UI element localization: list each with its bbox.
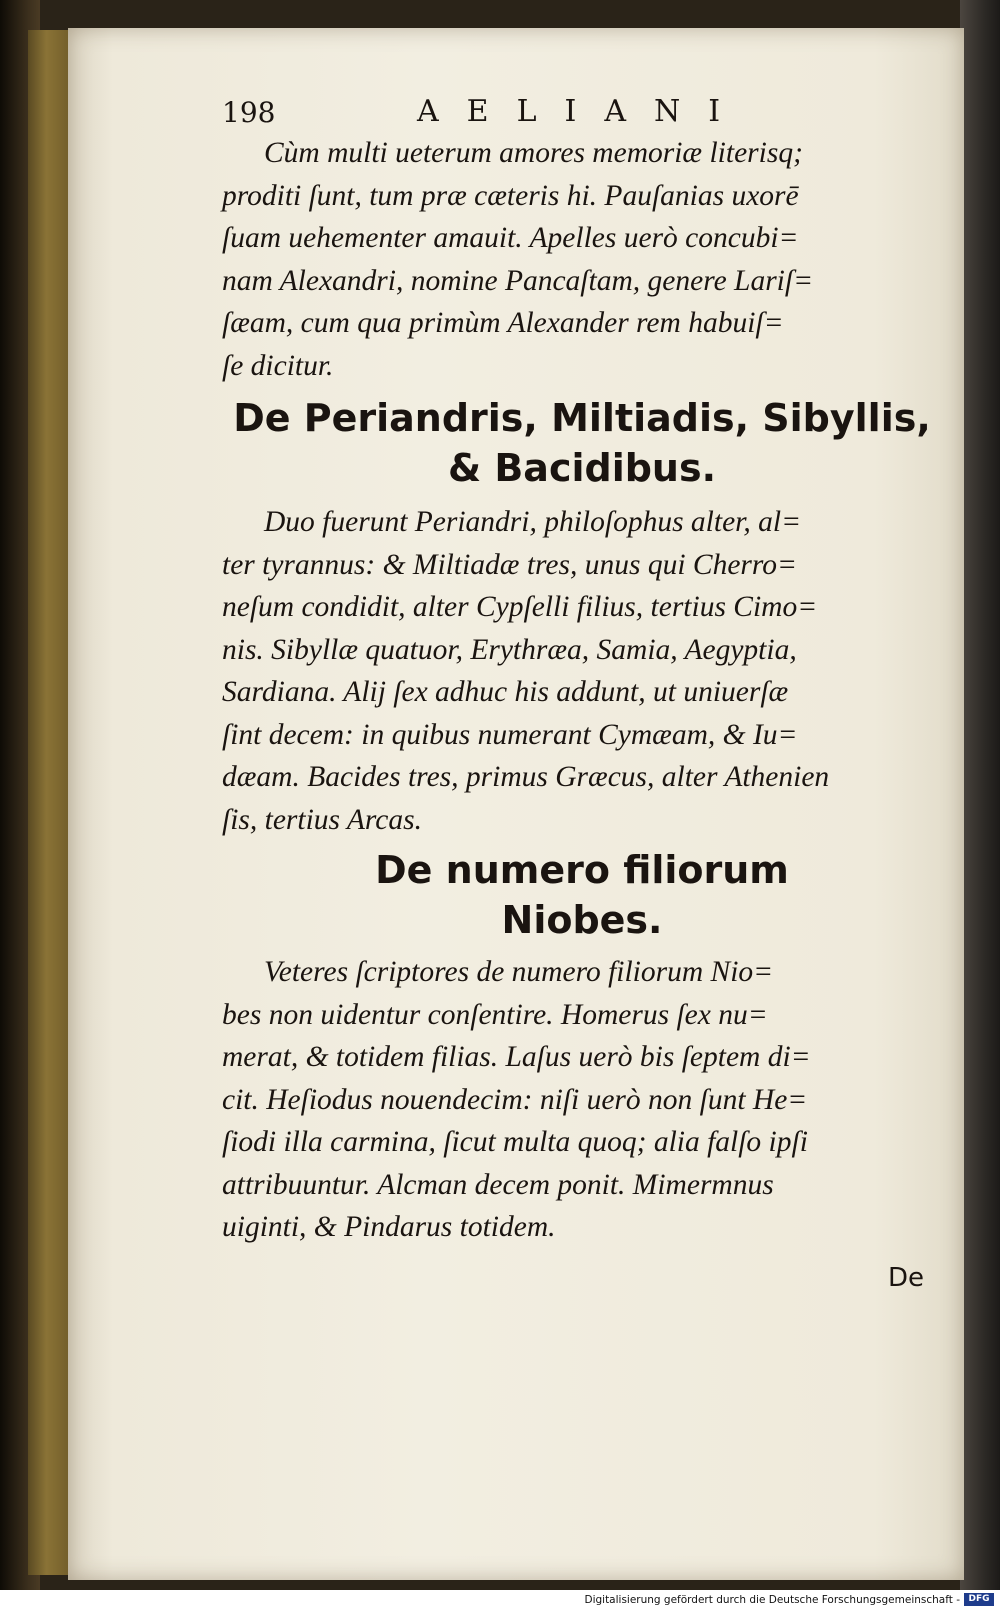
text-line: ter tyrannus: & Miltiadæ tres, unus qui Cherro= <box>222 548 797 581</box>
page-number: 198 <box>222 96 276 129</box>
page-text-block <box>222 82 942 1293</box>
text-line: ſe dicitur. <box>222 349 334 382</box>
text-line: Duo fuerunt Periandri, philoſophus alter, al= <box>264 506 801 538</box>
footer-bar <box>0 1590 1000 1611</box>
heading-line: Niobes. <box>501 898 663 942</box>
paragraph-amores <box>222 132 942 387</box>
heading-line: De Periandris, Miltiadis, Sibyllis, <box>233 396 931 440</box>
text-line: ſæam, cum qua primùm Alexander rem habuiſ= <box>222 307 784 339</box>
running-head-title: AELIANI <box>417 94 749 129</box>
catchword: De <box>887 1262 924 1293</box>
text-line: neſum condidit, alter Cypſelli filius, tertius Cimo= <box>222 591 818 623</box>
text-line: proditi ſunt, tum præ cæteris hi. Pauſanias uxorē <box>222 179 799 212</box>
text-line: Veteres ſcriptores de numero filiorum Nio= <box>264 956 774 988</box>
text-line: uiginti, & Pindarus totidem. <box>222 1211 556 1243</box>
text-line: ſint decem: in quibus numerant Cymæam, & Iu= <box>222 718 798 751</box>
paragraph-niobes <box>222 951 942 1249</box>
funding-credit: Digitalisierung gefördert durch die Deutsche Forschungsgemeinschaft - <box>584 1594 960 1606</box>
book-page-edges <box>960 0 1000 1590</box>
dfg-logo[interactable]: DFG <box>964 1593 994 1606</box>
text-line: Sardiana. Alij ſex adhuc his addunt, ut uniuerſæ <box>222 676 789 708</box>
text-line: bes non uidentur conſentire. Homerus ſex nu= <box>222 998 768 1031</box>
running-head <box>222 82 942 132</box>
heading-line: & Bacidibus. <box>447 446 717 490</box>
section-heading-niobes <box>222 845 942 945</box>
text-line: dæam. Bacides tres, primus Græcus, alter Athenien <box>222 761 830 793</box>
text-line: ſiodi illa carmina, ſicut multa quoq; alia falſo ipſi <box>222 1126 808 1158</box>
text-line: merat, & totidem filias. Laſus uerò bis ſeptem di= <box>222 1041 811 1073</box>
text-line: cit. Heſiodus nouendecim: niſi uerò non ſunt He= <box>222 1083 808 1116</box>
section-heading-periandris <box>222 393 942 493</box>
text-line: Cùm multi ueterum amores memoriæ literisq; <box>264 137 803 169</box>
text-line: ſuam uehementer amauit. Apelles uerò concubi= <box>222 222 799 254</box>
text-line: ſis, tertius Arcas. <box>222 803 422 836</box>
text-line: attribuuntur. Alcman decem ponit. Mimermnus <box>222 1168 774 1201</box>
paragraph-periandris <box>222 501 942 841</box>
heading-line: De numero filiorum <box>375 848 789 892</box>
text-line: nis. Sibyllæ quatuor, Erythræa, Samia, Aegyptia, <box>222 633 797 666</box>
text-line: nam Alexandri, nomine Pancaſtam, genere Lariſ= <box>222 264 813 297</box>
